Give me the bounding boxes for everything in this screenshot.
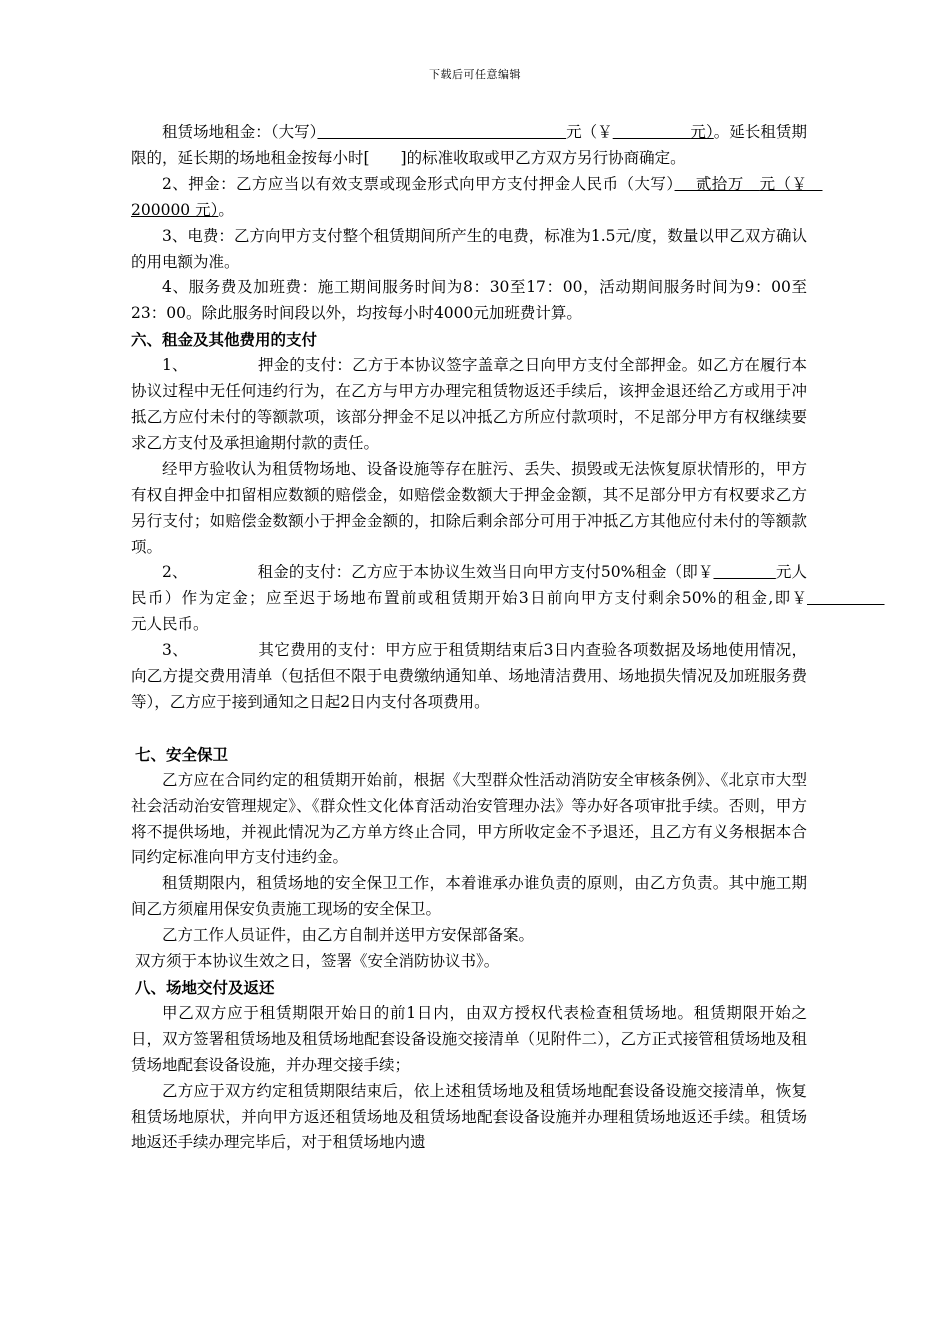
document-body [131,120,823,1156]
rent-end: 元） [690,123,714,141]
section-8-para-1: 甲乙双方应于租赁期限开始日的前1日内，由双方授权代表检查租赁场地。租赁期限开始之日，双方签署租赁场地及租赁场地配套设备设施交接清单（见附件二），乙方正式接管租赁场地及租赁场地配套设备设施，并办理交接手续； [131,1003,807,1074]
section-6-item-2 [131,560,807,638]
section-7-para-3: 乙方工作人员证件，由乙方自制并送甲方安保部备案。 [162,926,535,945]
section-7-para-1: 乙方应在合同约定的租赁期开始前，根据《大型群众性活动消防安全审核条例》、《北京市大型社会活动治安管理规定》、《群众性文化体育活动治安管理办法》等办好各项审批手续。否则，甲方将不提供场地，并视此情况为乙方单方终止合同，甲方所收定金不予退还，且乙方有义务根据本合同约定标准向甲方支付违约金。 [131,770,807,867]
deposit-amount: 贰拾万 [674,174,760,193]
section-gap [131,716,807,742]
rent-unit: 元（￥ [566,123,613,141]
item-2-part-a: 租金的支付：乙方应于本协议生效当日向甲方支付50%租金（即￥ [257,563,714,582]
item-2-number: 2、 [162,563,188,582]
rent-paragraph [131,120,807,172]
section-7-para-4: 双方须于本协议生效之日，签署《安全消防协议书》。 [135,952,500,971]
rent-amount-blank [317,123,566,141]
item-2-blank-1 [713,563,775,581]
electric-paragraph: 3、电费：乙方向甲方支付整个租赁期间所产生的电费，标准为1.5元/度，数量以甲乙双方确认的用电额为准。 [131,226,807,271]
rent-number-blank [613,123,691,141]
deposit-unit: 元（￥ 200000 元） [131,174,823,219]
item-1-text: 押金的支付：乙方于本协议签字盖章之日向甲方支付全部押金。如乙方在履行本协议过程中无任何违约行为，在乙方与甲方办理完租赁物返还手续后，该押金退还给乙方或用于冲抵乙方应付未付的等额款项，该部分押金不足以冲抵乙方所应付款项时，不足部分甲方有权继续要求乙方支付及承担逾期付款的责任。 [131,356,807,452]
item-2-part-c: 元人民币。 [131,615,209,634]
section-6-item-3 [131,638,807,716]
deposit-paragraph [131,172,823,224]
item-1-number: 1、 [162,356,188,375]
rent-label: 租赁场地租金：（大写） [162,123,318,141]
item-2-part-b: 元人民币）作为定金；应至迟于场地布置前或租赁期开始3日前向甲方支付剩余50%的租金,即￥ [131,563,807,608]
deposit-end: 。 [218,200,234,219]
section-8-title: 八、场地交付及返还 [135,978,275,997]
item-2-blank-2 [807,589,885,607]
deposit-pre: 2、押金：乙方应当以有效支票或现金形式向甲方支付押金人民币（大写） [162,174,675,193]
item-3-text: 其它费用的支付：甲方应于租赁期结束后3日内查验各项数据及场地使用情况，向乙方提交费用清单（包括但不限于电费缴纳通知单、场地清洁费用、场地损失情况及加班服务费等），乙方应于接到通知之日起2日内支付各项费用。 [131,641,807,711]
section-6-para-2: 经甲方验收认为租赁物场地、设备设施等存在脏污、丢失、损毁或无法恢复原状情形的，甲方有权自押金中扣留相应数额的赔偿金，如赔偿金数额大于押金金额，其不足部分甲方有权要求乙方另行支付；如赔偿金数额小于押金金额的，扣除后剩余部分可用于冲抵乙方其他应付未付的等额款项。 [131,459,807,556]
item-3-number: 3、 [162,641,189,660]
section-7-title: 七、安全保卫 [135,744,229,764]
page-header-note: 下载后可任意编辑 [429,68,521,81]
rent-rest: 。延长租赁期限的，延长期的场地租金按每小时[ ]的标准收取或甲乙方双方另行协商确定。 [131,123,807,167]
service-paragraph: 4、服务费及加班费：施工期间服务时间为8：30至17：00，活动期间服务时间为9：00至23：00。除此服务时间段以外，均按每小时4000元加班费计算。 [131,278,807,323]
section-8-para-2: 乙方应于双方约定租赁期限结束后，依上述租赁场地及租赁场地配套设备设施交接清单，恢复租赁场地原状，并向甲方返还租赁场地及租赁场地配套设备设施并办理租赁场地返还手续。租赁场地返还手续办理完毕后，对于租赁场地内遗 [131,1081,807,1152]
section-6-item-1 [131,353,807,457]
section-7-para-2: 租赁期限内，租赁场地的安全保卫工作，本着谁承办谁负责的原则，由乙方负责。其中施工期间乙方须雇用保安负责施工现场的安全保卫。 [131,874,807,919]
section-6-title: 六、租金及其他费用的支付 [131,330,318,350]
